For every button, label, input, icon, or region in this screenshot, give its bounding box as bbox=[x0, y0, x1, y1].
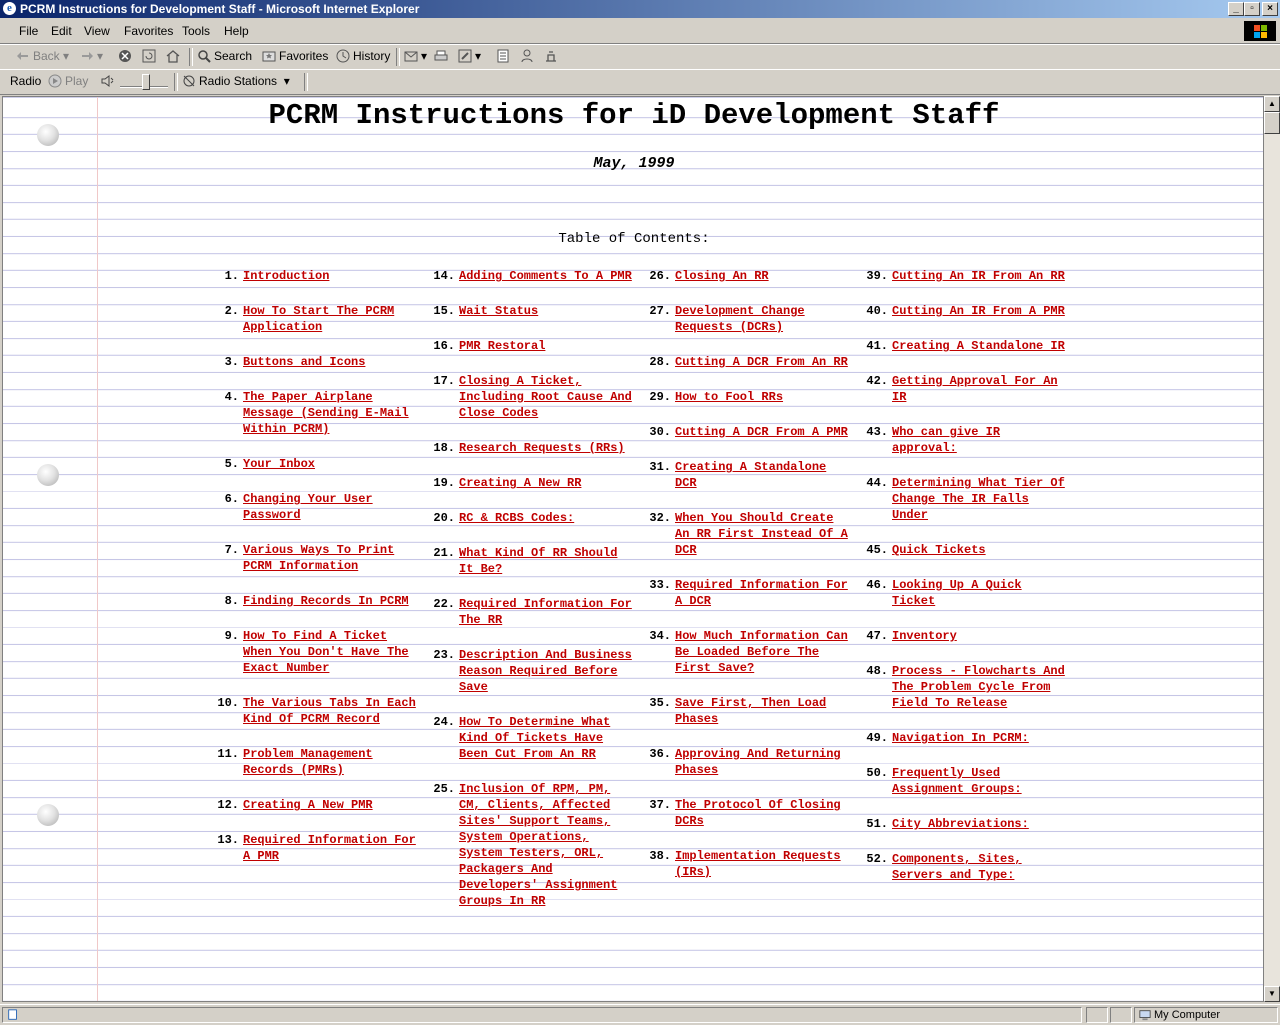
menu-file[interactable]: File bbox=[19, 24, 39, 38]
volume-slider[interactable] bbox=[120, 76, 170, 90]
menu-bar bbox=[0, 19, 1280, 44]
toc-heading: Table of Contents: bbox=[558, 231, 710, 247]
speaker-icon bbox=[100, 74, 114, 88]
toc-link[interactable]: Inventory bbox=[892, 629, 957, 643]
refresh-icon bbox=[142, 49, 156, 63]
toc-link[interactable]: Creating A Standalone IR bbox=[892, 339, 1065, 353]
toc-link[interactable]: Your Inbox bbox=[243, 457, 316, 471]
toc-item-number: 30. bbox=[649, 425, 671, 439]
page-done-icon bbox=[7, 1009, 19, 1021]
scroll-up-button[interactable]: ▲ bbox=[1264, 96, 1280, 112]
my-computer-icon bbox=[1139, 1009, 1151, 1021]
toc-item-number: 35. bbox=[649, 696, 671, 710]
toc-item-number: 28. bbox=[649, 355, 671, 369]
close-button[interactable]: × bbox=[1262, 2, 1278, 16]
toc-item-number: 10. bbox=[217, 696, 239, 710]
mail-icon bbox=[404, 49, 418, 63]
back-button[interactable]: Back ▾ bbox=[16, 49, 69, 63]
toc-item-number: 4. bbox=[224, 390, 239, 404]
scroll-down-button[interactable]: ▼ bbox=[1264, 986, 1280, 1002]
search-button[interactable]: Search bbox=[197, 49, 252, 63]
status-panel-3 bbox=[1110, 1007, 1132, 1023]
toc-link[interactable]: PMR Restoral bbox=[459, 339, 546, 353]
menu-edit[interactable]: Edit bbox=[51, 24, 72, 38]
toc-link[interactable]: What Kind Of RR Should It Be? bbox=[459, 546, 618, 576]
toc-link[interactable]: Closing An RR bbox=[675, 269, 769, 283]
toc-item-number: 24. bbox=[433, 715, 455, 729]
toc-item-number: 5. bbox=[224, 457, 239, 471]
binder-hole bbox=[37, 464, 59, 486]
toc-item-number: 44. bbox=[866, 476, 888, 490]
status-text-panel bbox=[2, 1007, 1082, 1023]
toc-item-number: 25. bbox=[433, 782, 455, 796]
toc-link[interactable]: Cutting A DCR From An RR bbox=[675, 355, 848, 369]
toc-item-number: 3. bbox=[224, 355, 239, 369]
radio-stations-icon bbox=[182, 74, 196, 88]
toc-item-number: 7. bbox=[224, 543, 239, 557]
toc-item-number: 6. bbox=[224, 492, 239, 506]
print-icon bbox=[434, 49, 448, 63]
toc-item-number: 50. bbox=[866, 766, 888, 780]
forward-arrow-icon bbox=[80, 49, 94, 63]
messenger-icon bbox=[520, 49, 534, 63]
restore-button[interactable]: ▫ bbox=[1244, 2, 1260, 16]
toc-link[interactable]: How To Find A Ticket When You Don't Have The Exact Number bbox=[243, 629, 409, 675]
toc-link[interactable]: Who can give IR approval: bbox=[892, 425, 1001, 455]
toc-item-number: 2. bbox=[224, 304, 239, 318]
toc-link[interactable]: Research Requests (RRs) bbox=[459, 441, 625, 455]
toc-link[interactable]: Cutting An IR From A PMR bbox=[892, 304, 1065, 318]
toc-link[interactable]: How Much Information Can Be Loaded Before The First Save? bbox=[675, 629, 848, 675]
toc-item-number: 27. bbox=[649, 304, 671, 318]
status-bar bbox=[0, 1004, 1280, 1025]
toc-item-number: 26. bbox=[649, 269, 671, 283]
toc-item-number: 15. bbox=[433, 304, 455, 318]
home-button[interactable] bbox=[166, 49, 183, 63]
toc-item-number: 32. bbox=[649, 511, 671, 525]
toc-item-number: 38. bbox=[649, 849, 671, 863]
stop-icon bbox=[118, 49, 132, 63]
toc-link[interactable]: Inclusion Of RPM, PM, CM, Clients, Affected Sites' Support Teams, System Operations, System Testers, ORL, Packagers And Developers' Assignment Groups In RR bbox=[459, 782, 618, 908]
page-title: PCRM Instructions for iD Development Staff bbox=[268, 99, 1000, 132]
toc-link[interactable]: Finding Records In PCRM bbox=[243, 594, 409, 608]
radio-stations-button[interactable]: Radio Stations ▾ bbox=[182, 74, 290, 88]
favorites-button[interactable]: Favorites bbox=[262, 49, 328, 63]
toc-link[interactable]: The Protocol Of Closing DCRs bbox=[675, 798, 841, 828]
home-icon bbox=[166, 49, 180, 63]
toc-item-number: 52. bbox=[866, 852, 888, 866]
radio-label: Radio bbox=[10, 74, 42, 88]
radio-toolbar bbox=[0, 69, 1280, 95]
volume-slider-thumb[interactable] bbox=[142, 74, 150, 90]
toc-link[interactable]: Adding Comments To A PMR bbox=[459, 269, 632, 283]
toc-link[interactable]: Wait Status bbox=[459, 304, 539, 318]
toc-link[interactable]: How to Fool RRs bbox=[675, 390, 784, 404]
toc-item-number: 11. bbox=[217, 747, 239, 761]
toc-link[interactable]: Closing A Ticket, Including Root Cause And Close Codes bbox=[459, 374, 632, 420]
toc-link[interactable]: Cutting An IR From An RR bbox=[892, 269, 1065, 283]
toc-link[interactable]: City Abbreviations: bbox=[892, 817, 1029, 831]
toc-link[interactable]: Problem Management Records (PMRs) bbox=[243, 747, 373, 777]
vertical-scrollbar[interactable] bbox=[1264, 96, 1280, 1002]
menu-help[interactable]: Help bbox=[224, 24, 249, 38]
page-date: May, 1999 bbox=[593, 155, 675, 172]
toc-link[interactable]: Looking Up A Quick Ticket bbox=[892, 578, 1022, 608]
toc-item-number: 23. bbox=[433, 648, 455, 662]
standard-toolbar bbox=[0, 44, 1280, 70]
toc-item-number: 51. bbox=[866, 817, 888, 831]
toc-link[interactable]: Approving And Returning Phases bbox=[675, 747, 841, 777]
menu-tools[interactable]: Tools bbox=[182, 24, 211, 38]
zone-panel: My Computer bbox=[1134, 1007, 1278, 1023]
menu-view[interactable]: View bbox=[84, 24, 110, 38]
toc-link[interactable]: Buttons and Icons bbox=[243, 355, 366, 369]
window-title: PCRM Instructions for Development Staff - Microsoft Internet Explorer bbox=[20, 2, 420, 16]
toc-link[interactable]: How To Determine What Kind Of Tickets Have Been Cut From An RR bbox=[459, 715, 611, 761]
forward-button[interactable]: ▾ bbox=[80, 49, 103, 63]
print-button[interactable] bbox=[434, 49, 451, 63]
toc-link[interactable]: Creating A Standalone DCR bbox=[675, 460, 827, 490]
menu-favorites[interactable]: Favorites bbox=[124, 24, 174, 38]
toc-item-number: 49. bbox=[866, 731, 888, 745]
radio-play-button[interactable]: Play bbox=[48, 74, 88, 88]
toc-item-number: 19. bbox=[433, 476, 455, 490]
messenger-button[interactable] bbox=[520, 49, 537, 63]
toc-link[interactable]: Process - Flowcharts And The Problem Cycle From Field To Release bbox=[892, 664, 1065, 710]
discuss-button[interactable] bbox=[496, 49, 513, 63]
toc-link[interactable]: RC & RCBS Codes: bbox=[459, 511, 575, 525]
toc-link[interactable]: Determining What Tier Of Change The IR Falls Under bbox=[892, 476, 1065, 522]
toc-item-number: 39. bbox=[866, 269, 888, 283]
toc-item-number: 42. bbox=[866, 374, 888, 388]
status-panel-2 bbox=[1086, 1007, 1108, 1023]
toc-item-number: 40. bbox=[866, 304, 888, 318]
toc-link[interactable]: The Paper Airplane Message (Sending E-Mail Within PCRM) bbox=[243, 390, 409, 436]
edit-button[interactable]: ▾ bbox=[458, 49, 481, 63]
toc-item-number: 43. bbox=[866, 425, 888, 439]
research-icon bbox=[544, 49, 558, 63]
favorites-folder-icon bbox=[262, 49, 276, 63]
ie-logo-icon: e bbox=[3, 2, 16, 15]
toc-link[interactable]: How To Start The PCRM Application bbox=[243, 304, 395, 334]
toc-link[interactable]: When You Should Create An RR First Instead Of A DCR bbox=[675, 511, 848, 557]
toc-link[interactable]: Changing Your User Password bbox=[243, 492, 373, 522]
search-icon bbox=[197, 49, 211, 63]
windows-logo-icon bbox=[1244, 21, 1276, 41]
toc-item-number: 47. bbox=[866, 629, 888, 643]
refresh-button[interactable] bbox=[142, 49, 159, 63]
toc-link[interactable]: Required Information For A DCR bbox=[675, 578, 848, 608]
toc-item-number: 33. bbox=[649, 578, 671, 592]
toc-link[interactable]: Components, Sites, Servers and Type: bbox=[892, 852, 1022, 882]
stop-button[interactable] bbox=[118, 49, 135, 63]
discuss-icon bbox=[496, 49, 510, 63]
toc-item-number: 22. bbox=[433, 597, 455, 611]
toc-item-number: 45. bbox=[866, 543, 888, 557]
toc-link[interactable]: Quick Tickets bbox=[892, 543, 986, 557]
toc-item-number: 21. bbox=[433, 546, 455, 560]
toc-link[interactable]: Description And Business Reason Required Before Save bbox=[459, 648, 632, 694]
toc-link[interactable]: Development Change Requests (DCRs) bbox=[675, 304, 805, 334]
toc-item-number: 31. bbox=[649, 460, 671, 474]
title-bar bbox=[0, 0, 1280, 18]
toc-link[interactable]: The Various Tabs In Each Kind Of PCRM Record bbox=[243, 696, 416, 726]
mail-button[interactable]: ▾ bbox=[404, 49, 427, 63]
toc-item-number: 41. bbox=[866, 339, 888, 353]
toc-item-number: 37. bbox=[649, 798, 671, 812]
research-button[interactable] bbox=[544, 49, 561, 63]
toc-item-number: 46. bbox=[866, 578, 888, 592]
toc-link[interactable]: Save First, Then Load Phases bbox=[675, 696, 827, 726]
edit-icon bbox=[458, 49, 472, 63]
toc-link[interactable]: Implementation Requests (IRs) bbox=[675, 849, 841, 879]
toc-item-number: 13. bbox=[217, 833, 239, 847]
toc-item-number: 1. bbox=[224, 269, 239, 283]
history-button[interactable]: History bbox=[336, 49, 390, 63]
toc-item-number: 20. bbox=[433, 511, 455, 525]
volume-mute-button[interactable] bbox=[100, 74, 117, 88]
toc-item-number: 8. bbox=[224, 594, 239, 608]
toc-item-number: 16. bbox=[433, 339, 455, 353]
page-content bbox=[2, 96, 1264, 1002]
toc-item-number: 17. bbox=[433, 374, 455, 388]
toc-item-number: 29. bbox=[649, 390, 671, 404]
toc-link[interactable]: Creating A New RR bbox=[459, 476, 582, 490]
history-icon bbox=[336, 49, 350, 63]
toc-item-number: 48. bbox=[866, 664, 888, 678]
scroll-thumb[interactable] bbox=[1264, 112, 1280, 134]
toc-item-number: 9. bbox=[224, 629, 239, 643]
toc-link[interactable]: Required Information For The RR bbox=[459, 597, 632, 627]
toc-link[interactable]: Introduction bbox=[243, 269, 330, 283]
toc-item-number: 36. bbox=[649, 747, 671, 761]
toc-link[interactable]: Creating A New PMR bbox=[243, 798, 373, 812]
toc-item-number: 14. bbox=[433, 269, 455, 283]
play-icon bbox=[48, 74, 62, 88]
binder-hole bbox=[37, 804, 59, 826]
toc-link[interactable]: Navigation In PCRM: bbox=[892, 731, 1029, 745]
toc-link[interactable]: Required Information For A PMR bbox=[243, 833, 416, 863]
toc-item-number: 12. bbox=[217, 798, 239, 812]
toc-link[interactable]: Cutting A DCR From A PMR bbox=[675, 425, 848, 439]
back-arrow-icon bbox=[16, 49, 30, 63]
toc-item-number: 18. bbox=[433, 441, 455, 455]
toc-item-number: 34. bbox=[649, 629, 671, 643]
minimize-button[interactable]: _ bbox=[1228, 2, 1244, 16]
toc-link[interactable]: Frequently Used Assignment Groups: bbox=[892, 766, 1022, 796]
toc-link[interactable]: Various Ways To Print PCRM Information bbox=[243, 543, 395, 573]
toc-link[interactable]: Getting Approval For An IR bbox=[892, 374, 1058, 404]
